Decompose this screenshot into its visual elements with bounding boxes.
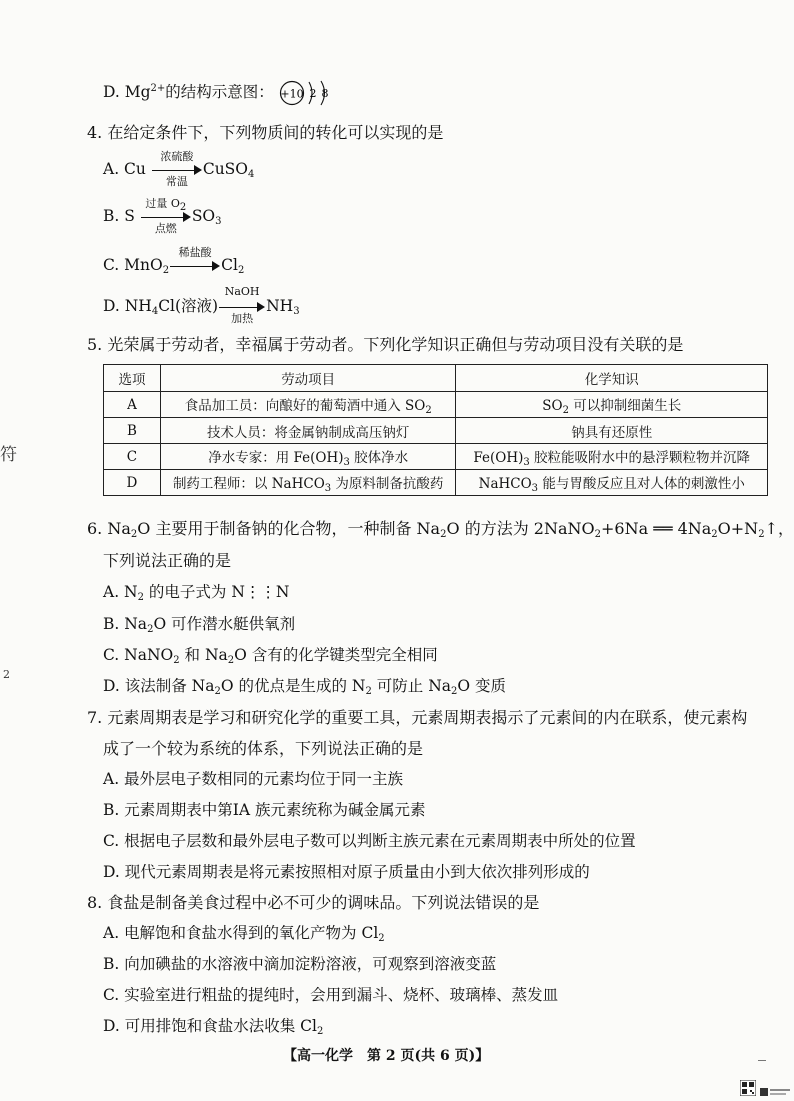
reaction-arrow — [152, 150, 202, 188]
row-knowledge — [456, 392, 768, 418]
q6b-sub: 2 — [147, 624, 154, 635]
q6-sub: 2 — [130, 529, 138, 540]
mg-ion-structure-diagram — [279, 78, 337, 108]
q4-option-c — [103, 246, 245, 276]
table-row — [104, 392, 768, 418]
q6-stem — [87, 516, 794, 540]
q6a-text2: 的电子式为 N⋮⋮N — [144, 583, 290, 601]
q8d-sub: 2 — [316, 1026, 324, 1037]
q3d-text: 的结构示意图： — [165, 83, 274, 101]
q4b-product-sub: 3 — [215, 216, 222, 227]
row-option: A — [104, 392, 161, 418]
row-labor — [160, 418, 456, 444]
q6c-text: C. NaNO — [103, 646, 174, 664]
q7-stem-line2: 成了一个较为系统的体系，下列说法正确的是 — [103, 739, 424, 758]
q6-option-a — [103, 580, 289, 603]
table-row — [104, 470, 768, 496]
arrow-condition-top — [141, 195, 191, 213]
q6d-sub2: 2 — [365, 686, 372, 697]
q6c-text2: 和 Na — [179, 646, 228, 664]
q7-option-d: D. 现代元素周期表是将元素按照相对原子质量由小到大依次排列形成的 — [103, 863, 590, 881]
row-labor-sub: 3 — [324, 482, 332, 494]
q6-sub: 2 — [711, 529, 718, 540]
q7-option-c: C. 根据电子层数和最外层电子数可以判断主族元素在元素周期表中所处的位置 — [103, 832, 636, 850]
q6-sub: 2 — [440, 529, 447, 540]
row-option: B — [104, 418, 161, 444]
reaction-arrow — [170, 246, 220, 273]
q6c-text3: O 含有的化学键类型完全相同 — [234, 646, 438, 664]
q8a-text: A. 电解饱和食盐水得到的氧化产物为 Cl — [103, 924, 379, 942]
row-labor-text: 食品加工员：向酿好的葡萄酒中通入 SO — [184, 397, 426, 414]
q6d-sub3: 2 — [451, 686, 458, 697]
q4-option-b — [103, 197, 222, 235]
q8-option-c: C. 实验室进行粗盐的提纯时，会用到漏斗、烧杯、玻璃棒、蒸发皿 — [103, 986, 559, 1004]
row-knowledge-sub: 2 — [562, 404, 569, 416]
q6-stem-part: O 主要用于制备钠的化合物，一种制备 Na — [137, 519, 441, 538]
q5-stem: 5. 光荣属于劳动者，幸福属于劳动者。下列化学知识正确但与劳动项目没有关联的是 — [87, 335, 684, 354]
q4d-product: NH — [266, 297, 294, 315]
q4d-label-b: Cl(溶液) — [158, 297, 219, 315]
reaction-arrow — [219, 285, 265, 325]
arrow-condition-bottom: 加热 — [231, 312, 254, 325]
row-option: D — [104, 470, 161, 496]
row-labor — [160, 470, 456, 496]
q8-option-a — [103, 921, 385, 944]
q6d-text2: O 的优点是生成的 N — [220, 677, 366, 695]
q6-stem-part: O 的方法为 2NaNO — [446, 519, 595, 538]
arrow-condition-top: NaOH — [224, 285, 260, 298]
q6-sub: 2 — [758, 529, 765, 540]
q4a-product: CuSO — [202, 160, 248, 178]
q6d-text3: 可防止 Na — [371, 677, 452, 695]
row-knowledge-text: NaHCO — [478, 475, 532, 492]
row-labor — [160, 444, 456, 470]
q4d-label-a: D. NH — [103, 297, 152, 315]
q3-option-d — [103, 78, 337, 108]
q6-stem-part: O+N — [717, 519, 759, 538]
row-labor-text: 技术人员：将金属钠制成高压钠灯 — [206, 424, 410, 441]
q6-option-d — [103, 674, 506, 697]
q6a-text: A. N — [103, 583, 138, 601]
q6d-text4: O 变质 — [457, 677, 507, 695]
scanner-watermark — [760, 1083, 790, 1093]
row-knowledge-text2: 胶粒能吸附水中的悬浮颗粒物并沉降 — [529, 449, 751, 466]
q8d-text: D. 可用排饱和食盐水法收集 Cl — [103, 1017, 317, 1035]
margin-number: 2 — [3, 668, 10, 681]
nucleus-label: +10 — [280, 87, 304, 101]
arrow-condition-top: 浓硫酸 — [160, 150, 194, 163]
q6d-sub: 2 — [214, 686, 221, 697]
q4-option-a — [103, 150, 255, 188]
q3d-sup: 2+ — [150, 83, 166, 94]
q6-stem-part: +6Na ══ 4Na — [601, 519, 712, 538]
q6-stem-part: 6. Na — [87, 519, 131, 538]
arrow-condition-bottom: 常温 — [165, 175, 188, 188]
q6d-text: D. 该法制备 Na — [103, 677, 215, 695]
row-knowledge — [456, 444, 768, 470]
row-knowledge-text2: 可以抑制细菌生长 — [568, 397, 682, 414]
q4a-product-sub: 4 — [248, 169, 255, 180]
q6-stem-line2: 下列说法正确的是 — [103, 551, 232, 570]
table-header-row — [104, 365, 768, 392]
q8-option-d — [103, 1014, 323, 1037]
shell1-count: 2 — [309, 87, 317, 100]
shell2-count: 8 — [321, 87, 329, 100]
q4-option-d — [103, 285, 300, 325]
q6-stem-part: ↑， — [764, 519, 794, 538]
q6-option-c — [103, 643, 438, 666]
header-chem-knowledge: 化学知识 — [456, 365, 768, 392]
q4c-label-sub: 2 — [162, 265, 170, 276]
qr-code-icon — [740, 1080, 756, 1100]
q6b-text2: O 可作潜水艇供氧剂 — [153, 615, 296, 633]
q7-option-a: A. 最外层电子数相同的元素均位于同一主族 — [103, 770, 404, 788]
row-labor-sub: 3 — [343, 456, 350, 468]
row-knowledge — [456, 418, 768, 444]
q4c-product: Cl — [221, 256, 238, 274]
q4c-product-sub: 2 — [237, 265, 245, 276]
row-labor-text: 制药工程师：以 NaHCO — [172, 475, 325, 492]
q6c-sub2: 2 — [227, 655, 235, 666]
row-knowledge-text: Fe(OH) — [473, 449, 524, 466]
q7-stem-line1: 7. 元素周期表是学习和研究化学的重要工具，元素周期表揭示了元素间的内在联系，使元素构 — [87, 708, 748, 727]
q4-stem: 4. 在给定条件下，下列物质间的转化可以实现的是 — [87, 123, 444, 142]
q8-option-b: B. 向加碘盐的水溶液中滴加淀粉溶液，可观察到溶液变蓝 — [103, 955, 497, 973]
q8a-sub: 2 — [378, 933, 385, 944]
q5-table — [103, 364, 768, 496]
row-knowledge-sub: 3 — [531, 482, 539, 494]
header-option: 选项 — [104, 365, 161, 392]
table-row — [104, 418, 768, 444]
row-labor — [160, 392, 456, 418]
header-labor-project: 劳动项目 — [160, 365, 456, 392]
q4b-label: B. S — [103, 207, 135, 225]
q4b-product: SO — [191, 207, 216, 225]
row-labor-text2: 胶体净水 — [349, 449, 409, 466]
row-knowledge-text: 钠具有还原性 — [571, 424, 653, 441]
reaction-arrow — [141, 197, 191, 235]
row-labor-sub: 2 — [425, 404, 432, 416]
q4c-label: C. MnO — [103, 256, 163, 274]
q3d-label: D. Mg — [103, 83, 151, 101]
table-row — [104, 444, 768, 470]
arrow-condition-bottom: 点燃 — [154, 222, 177, 235]
row-knowledge — [456, 470, 768, 496]
row-labor-text2: 为原料制备抗酸药 — [331, 475, 444, 492]
row-knowledge-sub: 3 — [523, 456, 530, 468]
q7-option-b: B. 元素周期表中第ⅠA 族元素统称为碱金属元素 — [103, 801, 426, 819]
row-option: C — [104, 444, 161, 470]
row-knowledge-text2: 能与胃酸反应且对人体的刺激性小 — [538, 475, 745, 492]
q4d-product-sub: 3 — [293, 306, 300, 317]
row-labor-text: 净水专家：用 Fe(OH) — [208, 449, 344, 466]
row-knowledge-text: SO — [542, 397, 563, 414]
q6c-sub: 2 — [173, 655, 180, 666]
q4b-top-text: 过量 O — [145, 197, 180, 210]
arrow-condition-top: 稀盐酸 — [178, 246, 212, 259]
q4a-label: A. Cu — [103, 160, 146, 178]
margin-char: 符 — [0, 445, 17, 465]
q6-option-b — [103, 612, 295, 635]
q6a-sub: 2 — [137, 592, 144, 603]
q8-stem: 8. 食盐是制备美食过程中必不可少的调味品。下列说法错误的是 — [87, 893, 540, 912]
q6b-text: B. Na — [103, 615, 148, 633]
corner-mark — [758, 1060, 766, 1061]
page-footer: 【高一化学 第 2 页(共 6 页)】 — [283, 1048, 490, 1064]
q6-sub: 2 — [594, 529, 601, 540]
q4d-label-sub: 4 — [151, 306, 159, 317]
q4b-top-sub: 2 — [179, 202, 187, 213]
